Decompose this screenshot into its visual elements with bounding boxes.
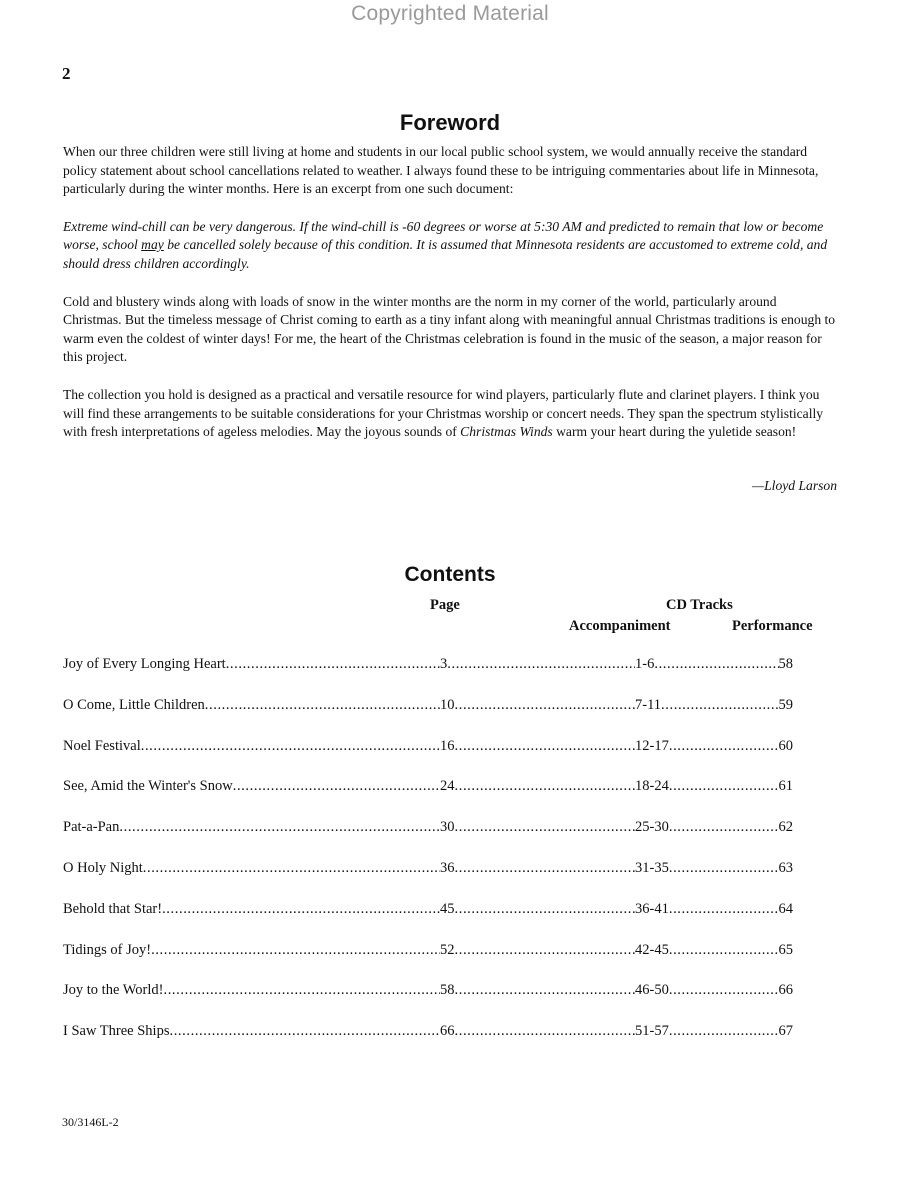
dot-leader [669,738,779,755]
dot-leader [455,982,636,999]
dot-leader [162,901,440,918]
dot-leader [455,901,636,918]
page-number-cell: 45 [440,900,455,917]
song-title: Tidings of Joy! [63,941,152,958]
performance-track-cell: 60 [778,737,793,754]
contents-row [63,656,793,697]
dot-leader [669,982,779,999]
performance-column [635,982,793,999]
song-title: I Saw Three Ships [63,1023,170,1040]
footer-code: 30/3146L-2 [62,1115,119,1129]
dot-leader [455,1023,636,1040]
performance-column [635,778,793,795]
page-number-cell: 10 [440,696,455,713]
performance-track-cell: 64 [778,900,793,917]
performance-column [635,860,793,877]
watermark: Copyrighted Material [351,2,549,25]
song-title: O Holy Night [63,859,143,876]
accompaniment-tracks-cell: 7-11 [635,696,662,713]
contents-row [63,901,793,942]
performance-track-cell: 63 [778,859,793,876]
dot-leader [669,1023,779,1040]
contents-row [63,1023,793,1064]
contents-row [63,819,793,860]
title-column [63,942,440,959]
performance-track-cell: 61 [778,778,793,795]
accompaniment-column [440,1023,635,1040]
title-column [63,860,440,877]
performance-track-cell: 59 [778,696,793,713]
contents-row [63,738,793,779]
dot-leader [143,860,440,877]
contents-row [63,697,793,738]
contents-row [63,778,793,819]
dot-leader [669,819,779,836]
dot-leader [455,697,636,714]
header-cd-tracks: CD Tracks [666,597,733,613]
song-title: Joy of Every Longing Heart [63,656,226,672]
performance-track-cell: 65 [778,941,793,958]
accompaniment-tracks-cell: 25-30 [635,819,669,836]
performance-track-cell: 66 [778,982,793,999]
foreword-title: Foreword [399,110,501,135]
song-title: See, Amid the Winter's Snow [63,778,233,795]
title-column [63,697,440,714]
page-number-cell: 36 [440,859,455,876]
accompaniment-column [440,901,635,918]
dot-leader [455,738,636,755]
dot-leader [669,860,779,877]
performance-column [635,656,793,673]
page-number-cell: 3 [440,656,448,672]
title-column [63,982,440,999]
song-title: Joy to the World! [63,982,164,999]
p3-italic: Christmas Winds [460,424,553,440]
accompaniment-tracks-cell: 31-35 [635,859,669,876]
dot-leader [151,942,440,959]
dot-leader [669,778,779,795]
accompaniment-tracks-cell: 1-6 [635,656,655,672]
dot-leader [119,819,440,836]
p3-part-a: The collection you hold is designed as a practical and versatile resource for wind players, particularly flute and clarinet players. I think you will find these arrangements to be suitable considerations for your Christmas worship or concert needs. They span the spectrum stylistically with fresh interpretations of ageless melodies. May the joyous sounds of [63,386,824,440]
song-title: Noel Festival [63,737,141,754]
signature: —Lloyd Larson [752,478,837,493]
page-number-cell: 52 [440,941,455,958]
accompaniment-column [440,697,635,714]
accompaniment-tracks-cell: 46-50 [635,982,669,999]
accompaniment-column [440,819,635,836]
accompaniment-column [440,860,635,877]
header-accompaniment: Accompaniment [569,618,671,634]
dot-leader [654,656,778,673]
performance-column [635,697,793,714]
dot-leader [169,1023,440,1040]
performance-track-cell: 62 [778,819,793,836]
foreword-paragraph-1: When our three children were still living at home and students in our local public school system, we would annually receive the standard policy statement about school cancellations related to weather. I always found these to be intriguing commentaries about life in Minnesota, particularly during the winter months. Here is an excerpt from one such document: [63,144,819,197]
dot-leader [455,860,636,877]
page-number-cell: 16 [440,737,455,754]
foreword-paragraph-2: Cold and blustery winds along with loads of snow in the winter months are the norm in my corner of the world, particularly around Christmas. But the timeless message of Christ coming to earth as a tiny infant along with meaningful annual Christmas traditions is enough to warm even the coldest of winter days! For me, the heart of the Christmas celebration is found in the music of the season, a major reason for this project. [63,293,836,365]
accompaniment-tracks-cell: 51-57 [635,1023,669,1040]
dot-leader [669,901,779,918]
dot-leader [226,656,440,673]
page-number-cell: 24 [440,778,455,795]
page-number-cell: 30 [440,819,455,836]
performance-column [635,1023,793,1040]
foreword-quote [63,218,837,274]
quote-part-a: Extreme wind-chill can be very dangerous. If the wind-chill is -60 degrees or worse at 5:30 AM and predicted to remain that low or become worse, school [63,218,824,253]
accompaniment-tracks-cell: 18-24 [635,778,669,795]
accompaniment-column [440,942,635,959]
accompaniment-tracks-cell: 42-45 [635,941,669,958]
page-number: 2 [62,64,71,83]
title-column [63,778,440,795]
page-number-cell: 66 [440,1023,455,1040]
title-column [63,901,440,918]
performance-column [635,819,793,836]
title-column [63,738,440,755]
dot-leader [455,819,636,836]
song-title: Pat-a-Pan [63,819,120,836]
performance-column [635,738,793,755]
title-column [63,819,440,836]
performance-column [635,901,793,918]
song-title: O Come, Little Children [63,696,205,713]
performance-column [635,942,793,959]
accompaniment-column [440,738,635,755]
accompaniment-tracks-cell: 36-41 [635,900,669,917]
p3-part-b: warm your heart during the yuletide season! [552,424,797,440]
dot-leader [455,778,636,795]
quote-part-b: be cancelled solely because of this condition. It is assumed that Minnesota residents are accustomed to extreme cold, and should dress children accordingly. [63,237,828,271]
header-performance: Performance [732,618,813,634]
title-column [63,656,440,673]
foreword-body [63,143,837,461]
dot-leader [205,697,440,714]
accompaniment-tracks-cell: 12-17 [635,737,669,754]
accompaniment-column [440,778,635,795]
contents-table [63,656,793,1064]
dot-leader [233,778,440,795]
page-number-cell: 58 [440,982,455,999]
dot-leader [669,942,779,959]
contents-row [63,860,793,901]
performance-track-cell: 67 [778,1023,793,1040]
quote-may: may [141,237,164,253]
accompaniment-column [440,656,635,673]
dot-leader [163,982,440,999]
dot-leader [455,942,636,959]
song-title: Behold that Star! [63,900,163,917]
contents-row [63,982,793,1023]
foreword-paragraph-3 [63,386,837,442]
dot-leader [141,738,440,755]
accompaniment-column [440,982,635,999]
dot-leader [661,697,778,714]
dot-leader [447,656,635,673]
contents-row [63,942,793,983]
title-column [63,1023,440,1040]
performance-track-cell: 58 [778,656,793,672]
header-page: Page [430,597,460,613]
contents-title: Contents [404,563,496,586]
